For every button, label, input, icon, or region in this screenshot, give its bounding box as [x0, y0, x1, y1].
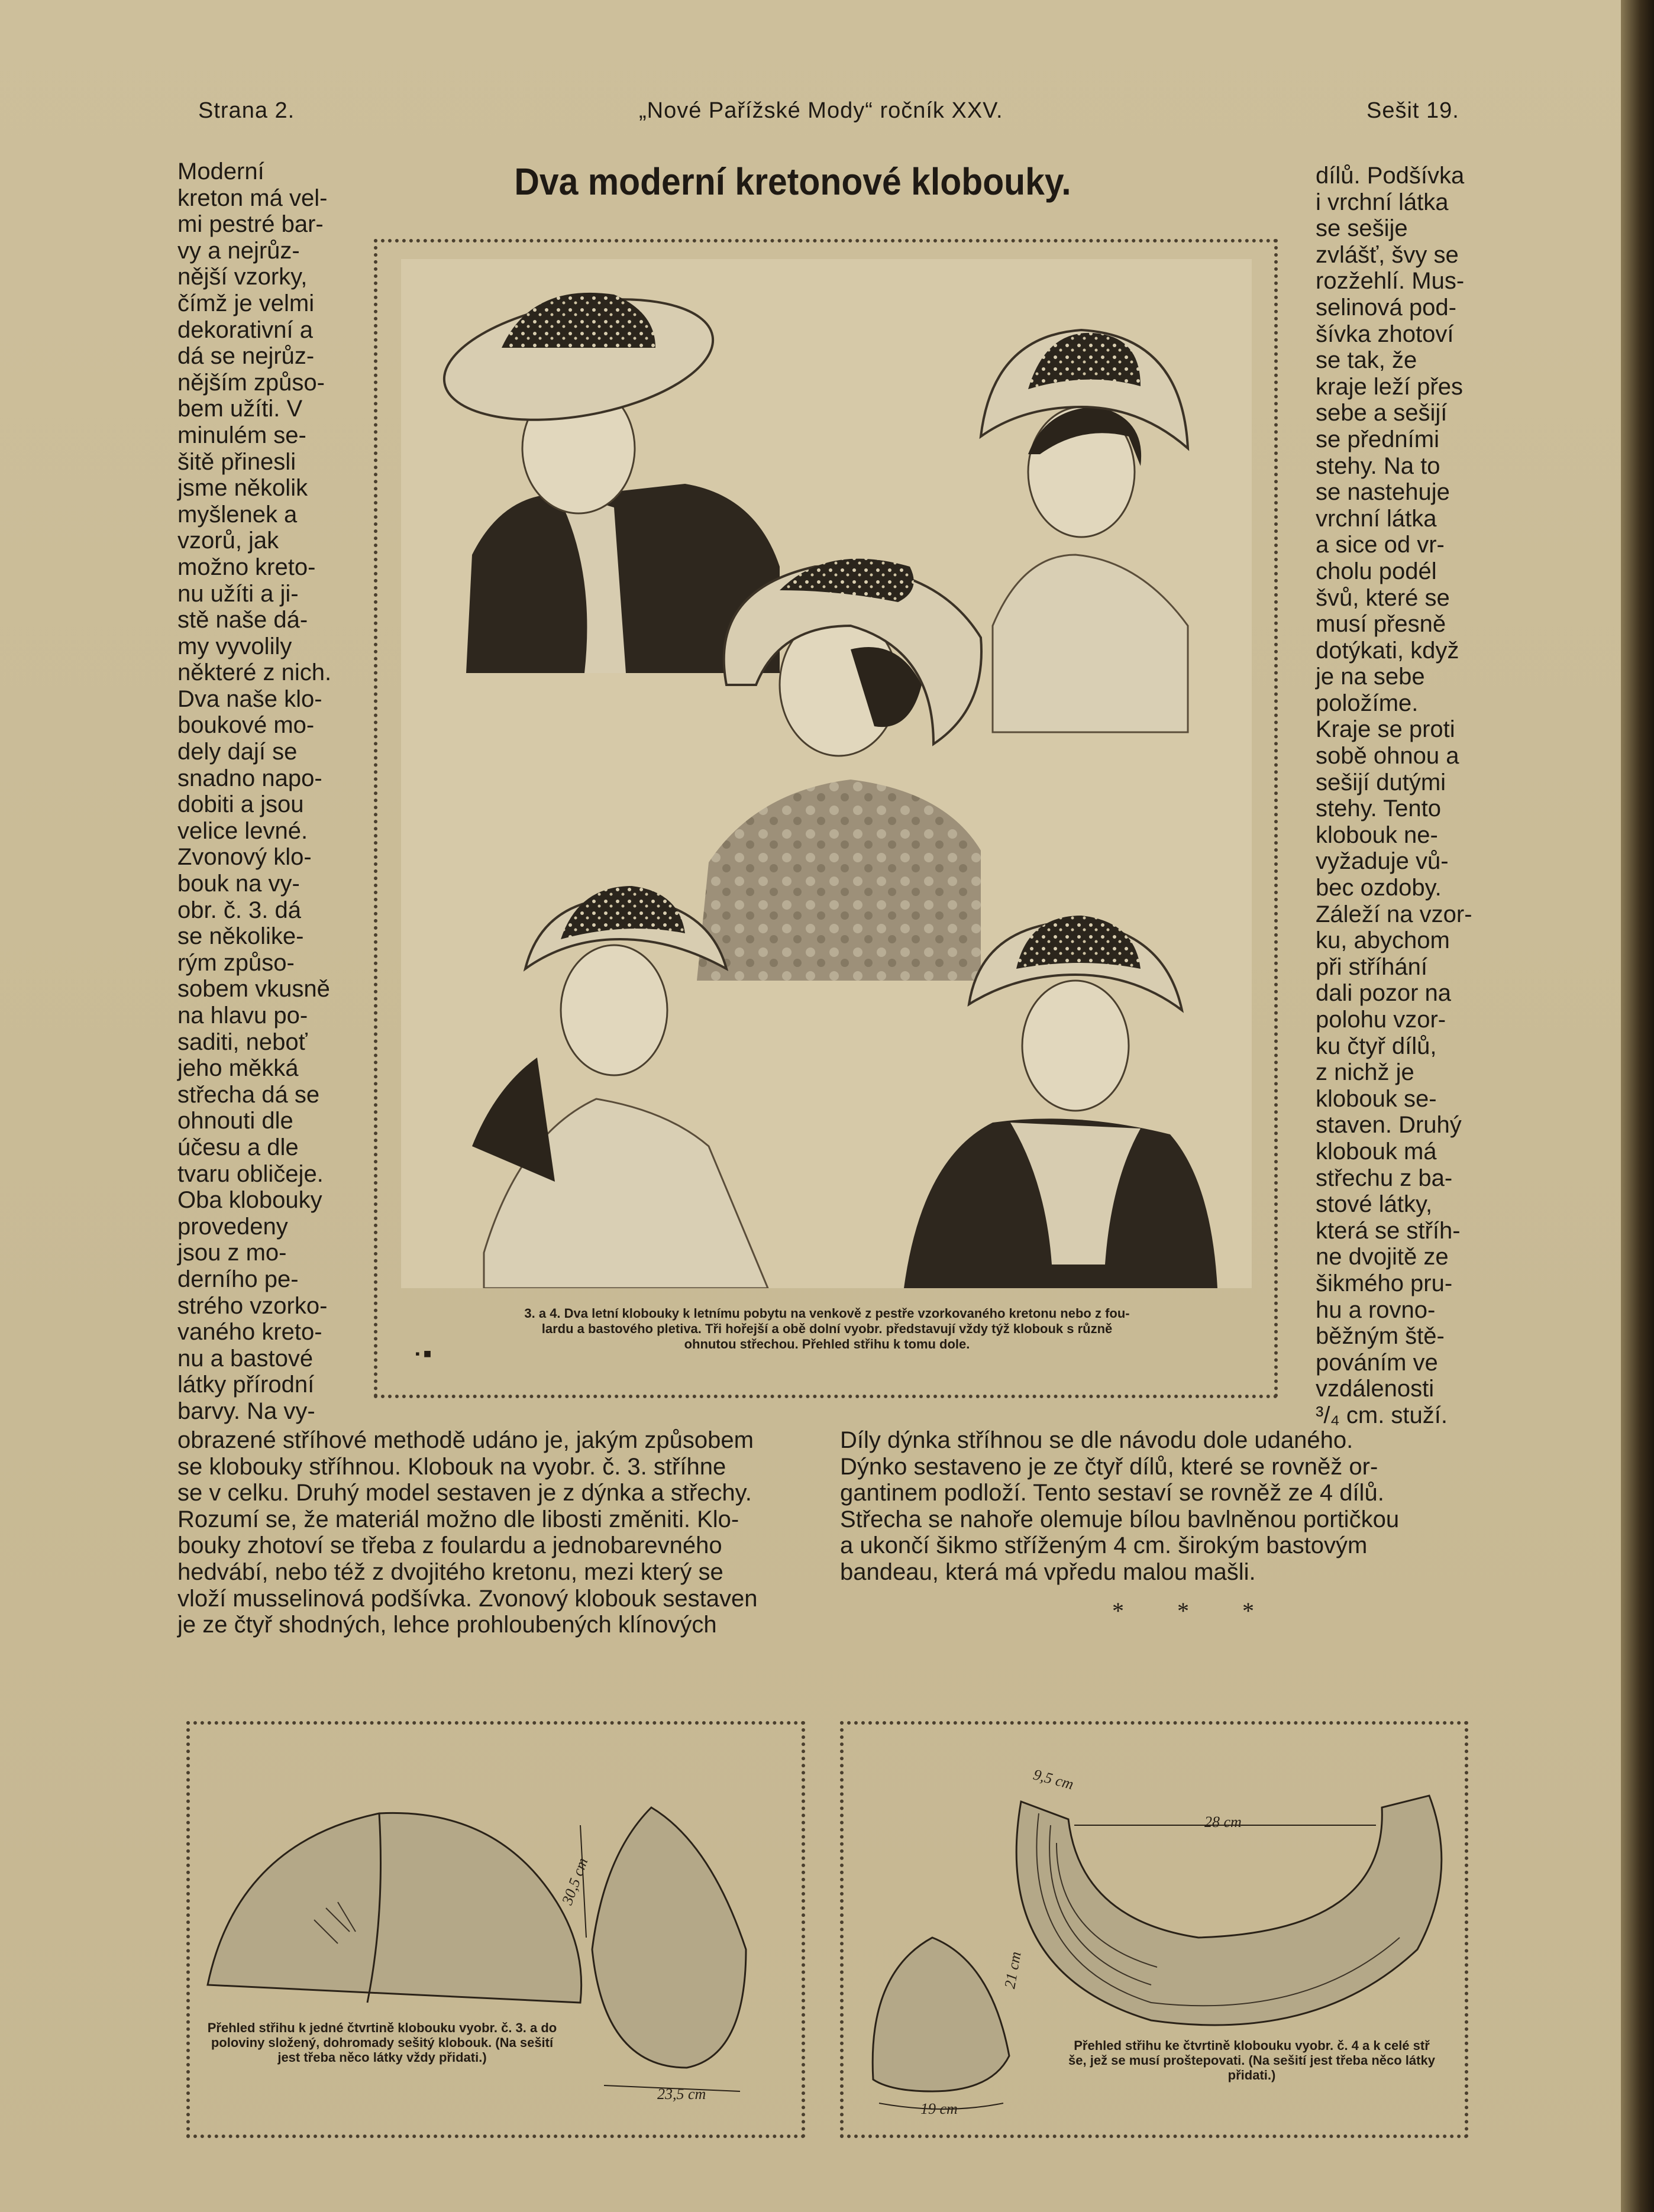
fashion-illustration: [401, 259, 1252, 1288]
caption-line-3: ohnutou střechou. Přehled střihu k tomu dole.: [684, 1337, 970, 1351]
pattern-right-caption: Přehled střihu ke čtvrtině klobouku vyobr. č. 4 a k celé stř še, jež se musí proštepovati. (Na sešití jest třeba něco látky přidati.): [1068, 2038, 1435, 2082]
pattern-box-right: [840, 1721, 1468, 2138]
bottom-right-text: Díly dýnka stříhnou se dle návodu dole udaného. Dýnko sestaveno je ze čtyř dílů, které se rovněž or- gantinem podloží. Tento sestaví se rovněž ze 4 dílů. Střecha se nahoře olemuje bílou bavlněnou portičkou a ukončí šikmo stříženým 4 cm. širokým bastovým bandeau, která má vpředu malou mašli.: [840, 1427, 1400, 1585]
measure-height-label: 30,5 cm: [558, 1855, 592, 1907]
woman-figure-top-left: [435, 281, 780, 673]
caption-line-1: 3. a 4. Dva letní klobouky k letnímu pobytu na venkově z pestře vzorkovaného kretonu nebo z fou-: [524, 1306, 1130, 1321]
woman-figure-top-right: [981, 330, 1188, 732]
issue-number: Sešit 19.: [1367, 98, 1459, 123]
measure-bottom-label: 19 cm: [920, 2100, 958, 2117]
binding-edge: [1621, 0, 1654, 2212]
main-figure-illustration: [401, 259, 1252, 1288]
running-title: „Nové Pařížské Mody“ ročník XXV.: [639, 98, 1003, 123]
article-title: Dva moderní kretonové klobouky.: [514, 160, 1071, 203]
figure-caption: [419, 1306, 1235, 1352]
bottom-left-text: obrazené stříhové methodě udáno je, jakým způsobem se klobouky stříhnou. Klobouk na vyobr. č. 3. stříhne se v celku. Druhý model sestaven je z dýnka a střechy. Rozumí se, že materiál možno dle libosti změniti. Klo- bouky zhotoví se třeba z foulardu a jednobarevného hedvábí, nebo též z dvojitého kretonu, mezi který se vloží musselinová podšívka. Zvonový klobouk sestaven je ze čtyř shodných, lehce prohloubených klínových: [177, 1427, 758, 1638]
measure-top-left-label: 9,5 cm: [1031, 1765, 1076, 1793]
woman-figure-center: [697, 559, 981, 981]
figure-mark: ▪ ■: [415, 1346, 432, 1361]
section-stars: * * *: [1112, 1597, 1278, 1624]
page-number: Strana 2.: [198, 98, 295, 123]
caption-line-2: lardu a bastového pletiva. Tři hořejší a obě dolní vyobr. představují vždy týž klobouk s různě: [541, 1321, 1113, 1336]
measure-top-label: 28 cm: [1204, 1813, 1242, 1831]
pattern-left-drawing: [190, 1725, 802, 2133]
pattern-left-caption: Přehled střihu k jedné čtvrtině klobouku vyobr. č. 3. a do poloviny složený, dohromady sešitý klobouk. (Na sešití jest třeba něco látky vždy přidati.): [207, 2020, 557, 2065]
measure-side-label: 21 cm: [1001, 1950, 1025, 1990]
main-figure-frame: [374, 239, 1278, 1398]
measure-width-label: 23,5 cm: [657, 2085, 706, 2103]
left-column-text: Moderní kreton má vel- mi pestré bar- vy a nejrůz- nější vzorky, čímž je velmi dekorativní a dá se nejrůz- nějším způso- bem užíti. V minulém se- šitě přinesli jsme několik myšlenek a vzorů, jak možno kreto- nu užíti a ji- stě naše dá- my vyvolily některé z nich. Dva naše klo- boukové mo- dely dají se snadno napo- dobiti a jsou velice levné. Zvonový klo- bouk na vy- obr. č. 3. dá se několike- rým způso- sobem vkusně na hlavu po- saditi, neboť jeho měkká střecha dá se ohnouti dle účesu a dle tvaru obličeje. Oba klobouky provedeny jsou z mo- derního pe- strého vzorko- vaného kreto- nu a bastové látky přírodní barvy. Na vy-: [177, 159, 332, 1424]
right-column-text: dílů. Podšívka i vrchní látka se sešije zvlášť, švy se rozžehlí. Mus- selinová pod- šívka zhotoví se tak, že kraje leží přes sebe a sešijí se předními stehy. Na to se nastehuje vrchní látka a sice od vr- cholu podél švů, které se musí přesně dotýkati, když je na sebe položíme. Kraje se proti sobě ohnou a sešijí dutými stehy. Tento klobouk ne- vyžaduje vů- bec ozdoby. Záleží na vzor- ku, abychom při stříhání dali pozor na polohu vzor- ku čtyř dílů, z nichž je klobouk se- staven. Druhý klobouk má střechu z ba- stové látky, která se stříh- ne dvojitě ze šikmého pru- hu a rovno- běžným ště- pováním ve vzdálenosti ³/₄ cm. stuží.: [1316, 163, 1472, 1428]
pattern-box-left: [186, 1721, 805, 2138]
